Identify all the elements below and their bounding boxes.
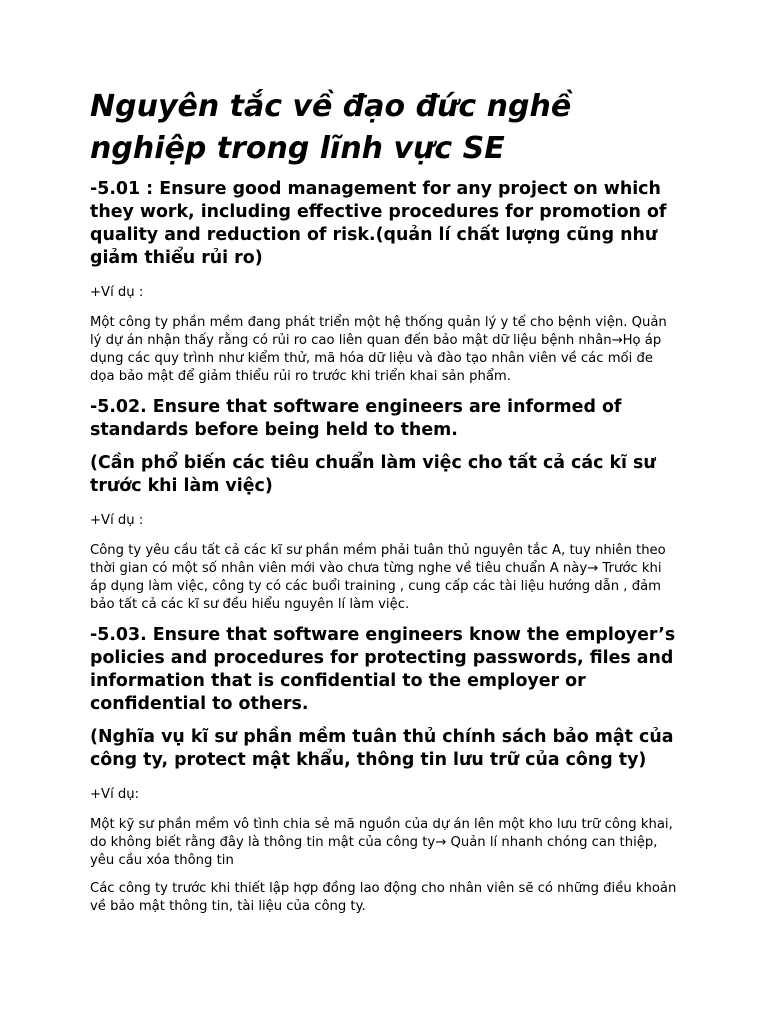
example-label: +Ví dụ: bbox=[90, 787, 140, 802]
section-subheading: (Cần phổ biến các tiêu chuẩn làm việc cho tất cả các kĩ sư trước khi làm việc) bbox=[90, 453, 656, 496]
section-heading: -5.01 : Ensure good management for any project on which they work, including effective procedures for promotion of quality and reduction of risk.(quản lí chất lượng cũng như giảm thiểu rủi ro) bbox=[90, 179, 667, 268]
example-paragraph: Một công ty phần mềm đang phát triển một hệ thống quản lý y tế cho bệnh viện. Quản lý dự án nhận thấy rằng có rủi ro cao liên quan đến bảo mật dữ liệu bệnh nhân→Họ áp dụng các quy trình như kiểm thử, mã hóa dữ liệu và đào tạo nhân viên về các mối đe dọa bảo mật để giảm thiểu rủi ro trước khi triển khai sản phẩm. bbox=[90, 315, 667, 384]
section-5-02 bbox=[90, 396, 678, 614]
section-heading: -5.03. Ensure that software engineers know the employer’s policies and procedures for protecting passwords, files and information that is confidential to the employer or confidential to others. bbox=[90, 625, 676, 714]
example-label: +Ví dụ : bbox=[90, 513, 144, 528]
example-label: +Ví dụ : bbox=[90, 285, 144, 300]
document-title: Nguyên tắc về đạo đức nghề nghiệp trong lĩnh vực SE bbox=[90, 89, 572, 166]
section-heading: -5.02. Ensure that software engineers are informed of standards before being held to them. bbox=[90, 397, 622, 440]
section-subheading: (Nghĩa vụ kĩ sư phần mềm tuân thủ chính sách bảo mật của công ty, protect mật khẩu, thông tin lưu trữ của công ty) bbox=[90, 727, 674, 770]
example-paragraph: Công ty yêu cầu tất cả các kĩ sư phần mềm phải tuân thủ nguyên tắc A, tuy nhiên theo thời gian có một số nhân viên mới vào chưa từng nghe về tiêu chuẩn A này→ Trước khi áp dụng làm việc, công ty có các buổi training , cung cấp các tài liệu hướng dẫn , đảm bảo tất cả các kĩ sư đều hiểu nguyên lí làm việc. bbox=[90, 543, 666, 612]
example-paragraph: Các công ty trước khi thiết lập hợp đồng lao động cho nhân viên sẽ có những điều khoản về bảo mật thông tin, tài liệu của công ty. bbox=[90, 881, 677, 914]
section-5-03 bbox=[90, 624, 678, 916]
example-paragraph: Một kỹ sư phần mềm vô tình chia sẻ mã nguồn của dự án lên một kho lưu trữ công khai, do không biết rằng đây là thông tin mật của công ty→ Quản lí nhanh chóng can thiệp, yêu cầu xóa thông tin bbox=[90, 817, 673, 868]
section-5-01 bbox=[90, 178, 678, 386]
